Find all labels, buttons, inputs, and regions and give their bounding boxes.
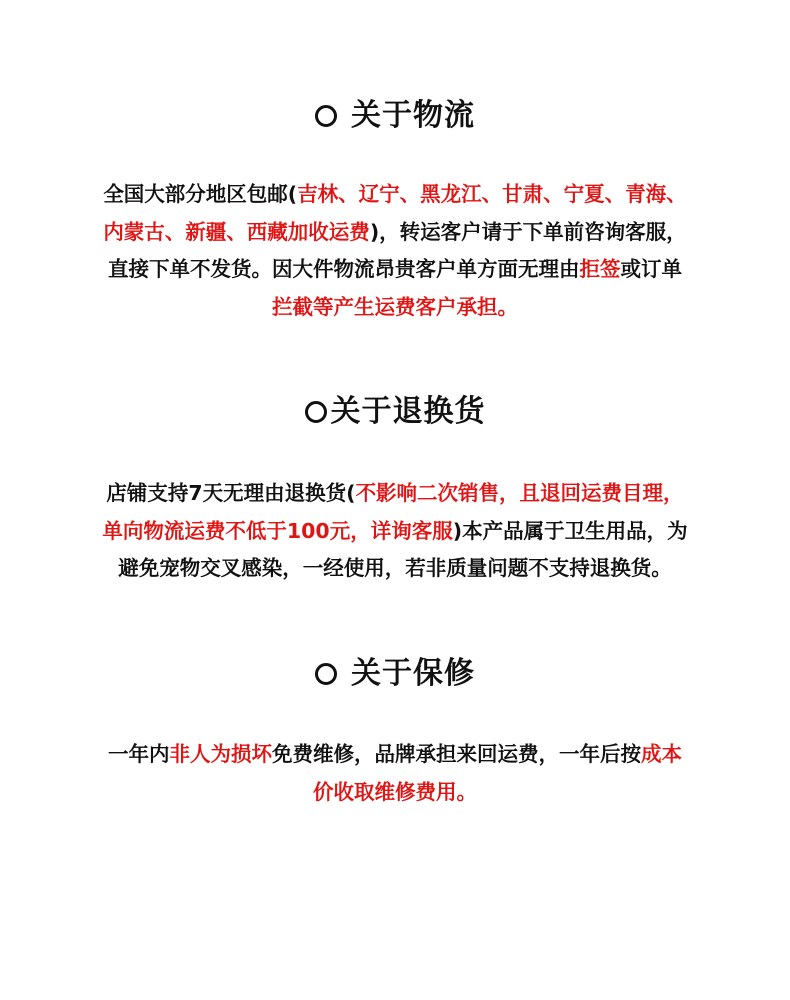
highlight-text-run: 非人为损坏 (169, 742, 272, 766)
text-line (50, 289, 740, 327)
logistics-paragraph (50, 176, 740, 326)
text-run: )本产品属于卫生用品，为 (452, 518, 688, 543)
text-run: 直接下单不发货。因大件物流昂贵客户单方面无理由 (108, 257, 580, 281)
highlight-text-run: 价收取维修费用。 (313, 779, 477, 804)
text-line (50, 550, 740, 588)
text-run: 店铺支持7天无理由退换货( (106, 481, 356, 505)
warranty-heading-text: 关于保修 (351, 656, 475, 691)
highlight-text-run: 单向物流运费不低于100元，详询客服 (102, 518, 453, 543)
warranty-heading (0, 654, 790, 694)
highlight-text-run: 不影响二次销售，且退回运费目理， (355, 481, 684, 505)
warranty-paragraph (50, 736, 740, 811)
circle-bullet-icon (315, 663, 337, 685)
returns-heading (0, 392, 790, 432)
text-line (50, 176, 740, 214)
circle-bullet-icon (305, 401, 327, 423)
circle-bullet-icon (315, 105, 337, 127)
text-line (50, 475, 740, 513)
highlight-text-run: 拦截等产生运费客户承担。 (272, 294, 518, 319)
text-line (50, 774, 740, 812)
text-line (50, 251, 740, 289)
warranty-section (0, 654, 790, 694)
text-run: 免费维修，品牌承担来回运费，一年后按 (272, 742, 641, 766)
highlight-text-run: 拒签 (579, 257, 621, 281)
text-run: )，转运客户请于下单前咨询客服， (369, 219, 687, 244)
returns-section (0, 392, 790, 432)
text-line (50, 736, 740, 774)
returns-paragraph (50, 475, 740, 588)
text-run: 或订单 (620, 257, 682, 281)
logistics-heading (0, 96, 790, 136)
text-line (50, 513, 740, 551)
highlight-text-run: 内蒙古、新疆、西藏加收运费 (103, 219, 370, 244)
highlight-text-run: 成本 (641, 742, 682, 766)
text-line (50, 214, 740, 252)
logistics-heading-text: 关于物流 (351, 98, 475, 133)
logistics-section (0, 96, 790, 136)
text-run: 一年内 (108, 742, 170, 766)
text-run: 避免宠物交叉感染，一经使用，若非质量问题不支持退换货。 (118, 556, 672, 580)
highlight-text-run: 吉林、辽宁、黑龙江、甘肃、宁夏、青海、 (297, 182, 687, 206)
returns-heading-text: 关于退换货 (330, 394, 486, 429)
text-run: 全国大部分地区包邮( (103, 182, 298, 206)
